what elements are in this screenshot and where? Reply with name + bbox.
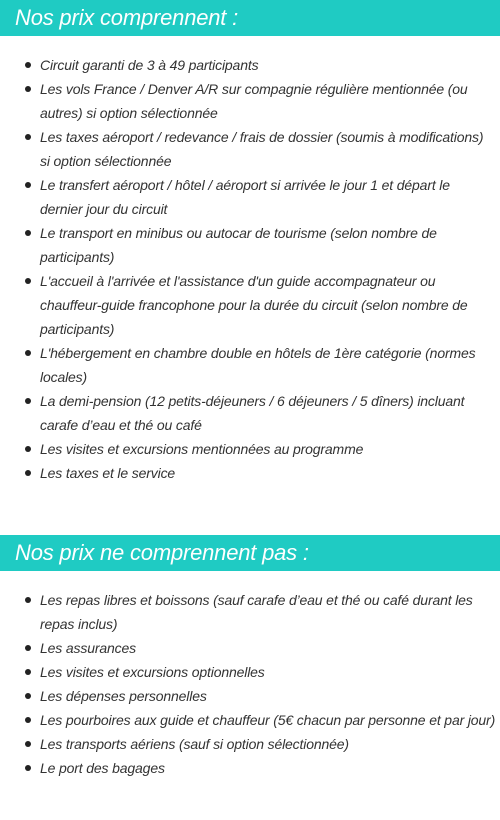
list-item [0, 636, 500, 660]
list-item [0, 732, 500, 756]
list-item-text: Les visites et excursions optionnelles [40, 664, 265, 680]
bullet-icon [25, 350, 31, 356]
list-item [0, 389, 500, 437]
bullet-icon [25, 693, 31, 699]
list-item-text: La demi-pension (12 petits-déjeuners / 6 déjeuners / 5 dîners) incluant carafe d’eau et thé ou café [40, 393, 465, 433]
bullet-icon [25, 470, 31, 476]
list-item [0, 341, 500, 389]
list-item [0, 173, 500, 221]
list-item [0, 125, 500, 173]
list-item [0, 660, 500, 684]
list-item-text: Les repas libres et boissons (sauf carafe d’eau et thé ou café durant les repas inclus) [40, 592, 473, 632]
list-item [0, 756, 500, 780]
list-item [0, 53, 500, 77]
list-item-text: Les pourboires aux guide et chauffeur (5€ chacun par personne et par jour) [40, 712, 496, 728]
bullet-icon [25, 230, 31, 236]
list-item [0, 77, 500, 125]
list-item-text: Les taxes et le service [40, 465, 176, 481]
list-item-text: Circuit garanti de 3 à 49 participants [40, 57, 259, 73]
list-item-text: Les dépenses personnelles [40, 688, 207, 704]
list-item [0, 221, 500, 269]
list-item-text: L'hébergement en chambre double en hôtels de 1ère catégorie (normes locales) [40, 345, 476, 385]
bullet-icon [25, 134, 31, 140]
bullet-icon [25, 645, 31, 651]
list-item [0, 461, 500, 485]
included-list [0, 53, 500, 485]
excluded-list [0, 588, 500, 780]
bullet-icon [25, 765, 31, 771]
section-title-included: Nos prix comprennent : [0, 0, 500, 36]
list-item [0, 684, 500, 708]
list-item-text: Les visites et excursions mentionnées au programme [40, 441, 364, 457]
list-item-text: Le transport en minibus ou autocar de tourisme (selon nombre de participants) [40, 225, 437, 265]
list-item [0, 269, 500, 341]
list-item-text: Les taxes aéroport / redevance / frais de dossier (soumis à modifications) si option sélectionnée [40, 129, 484, 169]
bullet-icon [25, 446, 31, 452]
bullet-icon [25, 741, 31, 747]
list-item-text: Les transports aériens (sauf si option sélectionnée) [40, 736, 349, 752]
list-item [0, 437, 500, 461]
bullet-icon [25, 597, 31, 603]
bullet-icon [25, 278, 31, 284]
list-item [0, 588, 500, 636]
section-title-excluded: Nos prix ne comprennent pas : [0, 535, 500, 571]
list-item-text: Les vols France / Denver A/R sur compagnie régulière mentionnée (ou autres) si option sélectionnée [40, 81, 468, 121]
bullet-icon [25, 398, 31, 404]
list-item-text: L'accueil à l'arrivée et l'assistance d'un guide accompagnateur ou chauffeur-guide francophone pour la durée du circuit (selon nombre de participants) [40, 273, 468, 337]
bullet-icon [25, 86, 31, 92]
bullet-icon [25, 62, 31, 68]
list-item-text: Les assurances [40, 640, 136, 656]
list-item-text: Le transfert aéroport / hôtel / aéroport si arrivée le jour 1 et départ le dernier jour du circuit [40, 177, 450, 217]
list-item-text: Le port des bagages [40, 760, 165, 776]
bullet-icon [25, 669, 31, 675]
bullet-icon [25, 182, 31, 188]
bullet-icon [25, 717, 31, 723]
list-item [0, 708, 500, 732]
